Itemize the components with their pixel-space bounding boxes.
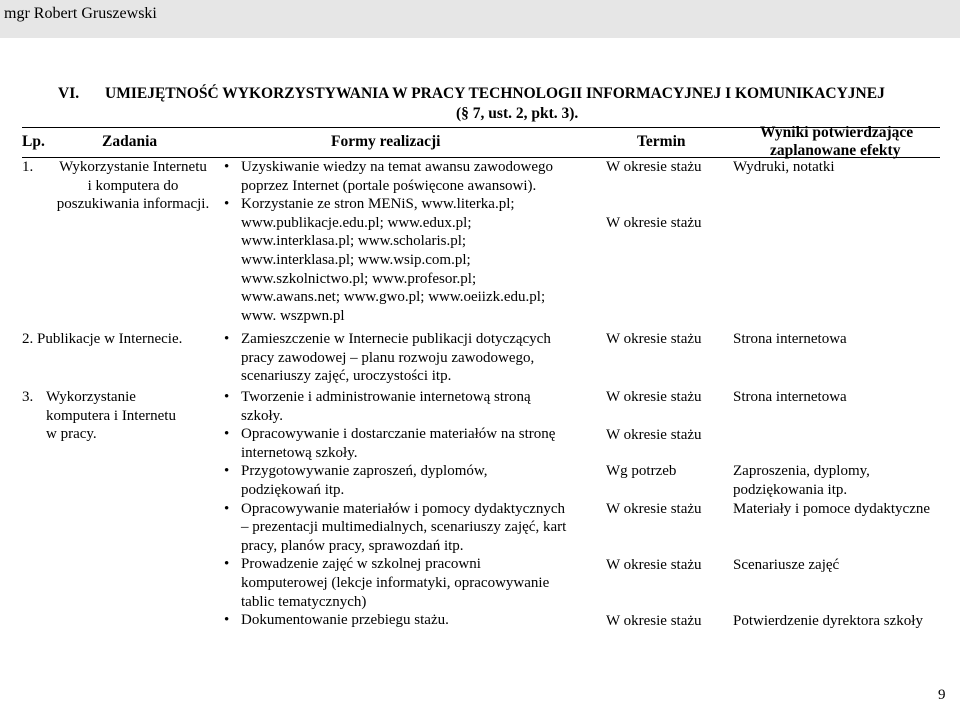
- bullet-icon: •: [224, 159, 230, 175]
- header-tasks: Zadania: [102, 133, 158, 150]
- header-term: Termin: [637, 133, 686, 150]
- term-cell: W okresie stażu: [606, 331, 702, 347]
- row-number: 1.: [22, 159, 34, 175]
- forms-list: [224, 330, 604, 386]
- bullet-icon: •: [224, 196, 230, 213]
- term-cell: W okresie stażu: [606, 501, 702, 517]
- list-item: [224, 158, 604, 195]
- task-line: komputera i Internetu: [46, 407, 176, 424]
- bullet-icon: •: [224, 426, 230, 443]
- list-item-line: szkoły.: [241, 407, 283, 424]
- list-item-line: poprzez Internet (portale poświęcone awansowi).: [241, 177, 537, 194]
- list-item: [224, 195, 604, 325]
- term-cell: W okresie stażu: [606, 215, 702, 231]
- list-item-line: www. wszpwn.pl: [241, 307, 345, 324]
- list-item-line: internetową szkoły.: [241, 444, 358, 461]
- task-cell: [46, 388, 216, 444]
- task-line: Wykorzystanie: [46, 389, 136, 405]
- list-item-line: pracy, planów pracy, sprawozdań itp.: [241, 537, 464, 554]
- list-item-line: www.interklasa.pl; www.scholaris.pl;: [241, 233, 467, 250]
- task-line: w pracy.: [46, 426, 97, 443]
- page-number: 9: [938, 687, 946, 703]
- header-results-line-2: zaplanowane efekty: [770, 142, 901, 159]
- result-cell: Materiały i pomoce dydaktyczne: [733, 501, 931, 517]
- section-title-line-2: (§ 7, ust. 2, pkt. 3).: [456, 105, 579, 122]
- list-item-line: Tworzenie i administrowanie internetową stroną: [241, 389, 531, 405]
- row-number-with-task: 2. Publikacje w Internecie.: [22, 331, 183, 347]
- result-cell: Strona internetowa: [733, 389, 847, 405]
- bullet-icon: •: [224, 389, 230, 405]
- term-cell: Wg potrzeb: [606, 463, 677, 479]
- header-results-line-1: Wyniki potwierdzające: [760, 124, 914, 141]
- task-line: i komputera do: [87, 177, 179, 194]
- row-number: 3.: [22, 389, 34, 405]
- list-item: [224, 555, 604, 611]
- list-item-line: Uzyskiwanie wiedzy na temat awansu zawodowego: [241, 159, 553, 175]
- header-lp: Lp.: [22, 133, 45, 150]
- list-item-line: pracy zawodowej – planu rozwoju zawodowego,: [241, 349, 535, 366]
- list-item: [224, 462, 604, 499]
- term-cell: W okresie stażu: [606, 557, 702, 573]
- task-cell: [48, 158, 218, 214]
- result-cell: Scenariusze zajęć: [733, 557, 840, 573]
- section-title-line-1: UMIEJĘTNOŚĆ WYKORZYSTYWANIA W PRACY TECHNOLOGII INFORMACYJNEJ I KOMUNIKACYJNEJ: [105, 85, 885, 102]
- forms-list: [224, 388, 604, 630]
- task-line: poszukiwania informacji.: [56, 196, 210, 213]
- result-cell: podziękowania itp.: [733, 482, 848, 498]
- bullet-icon: •: [224, 612, 230, 629]
- list-item-line: Zamieszczenie w Internecie publikacji dotyczących: [241, 331, 551, 347]
- list-item-line: Prowadzenie zajęć w szkolnej pracowni: [241, 556, 481, 573]
- list-item-line: www.publikacje.edu.pl; www.edux.pl;: [241, 214, 472, 231]
- list-item-line: www.interklasa.pl; www.wsip.com.pl;: [241, 251, 471, 268]
- author-name: mgr Robert Gruszewski: [4, 5, 157, 22]
- bullet-icon: •: [224, 463, 230, 480]
- list-item: [224, 425, 604, 462]
- bullet-icon: •: [224, 556, 230, 573]
- result-cell: Potwierdzenie dyrektora szkoły: [733, 613, 923, 629]
- section-number: VI.: [58, 85, 80, 102]
- list-item: [224, 330, 604, 386]
- header-forms: Formy realizacji: [331, 133, 441, 150]
- list-item-line: www.awans.net; www.gwo.pl; www.oeiizk.edu.pl;: [241, 289, 546, 306]
- task-line: Wykorzystanie Internetu: [59, 159, 207, 175]
- list-item-line: – prezentacji multimedialnych, scenariuszy zajęć, kart: [241, 519, 567, 536]
- result-cell: Strona internetowa: [733, 331, 847, 347]
- list-item-line: www.szkolnictwo.pl; www.profesor.pl;: [241, 270, 477, 287]
- list-item-line: tablic tematycznych): [241, 593, 367, 610]
- list-item: [224, 388, 604, 425]
- term-cell: W okresie stażu: [606, 613, 702, 629]
- list-item-line: komputerowej (lekcje informatyki, opracowywanie: [241, 574, 550, 591]
- list-item: [224, 611, 604, 630]
- list-item-line: scenariuszy zajęć, uroczystości itp.: [241, 368, 452, 385]
- list-item-line: Korzystanie ze stron MENiS, www.literka.pl;: [241, 196, 515, 213]
- list-item-line: Opracowywanie materiałów i pomocy dydaktycznych: [241, 500, 566, 517]
- bullet-icon: •: [224, 500, 230, 517]
- list-item-line: Przygotowywanie zaproszeń, dyplomów,: [241, 463, 488, 480]
- forms-list: [224, 158, 604, 325]
- list-item: [224, 500, 604, 556]
- result-cell: Wydruki, notatki: [733, 159, 835, 175]
- result-cell: Zaproszenia, dyplomy,: [733, 463, 870, 479]
- term-cell: W okresie stażu: [606, 427, 702, 443]
- bullet-icon: •: [224, 331, 230, 347]
- list-item-line: podziękowań itp.: [241, 481, 345, 498]
- list-item-line: Opracowywanie i dostarczanie materiałów na stronę: [241, 426, 556, 443]
- term-cell: W okresie stażu: [606, 389, 702, 405]
- list-item-line: Dokumentowanie przebiegu stażu.: [241, 612, 449, 629]
- term-cell: W okresie stażu: [606, 159, 702, 175]
